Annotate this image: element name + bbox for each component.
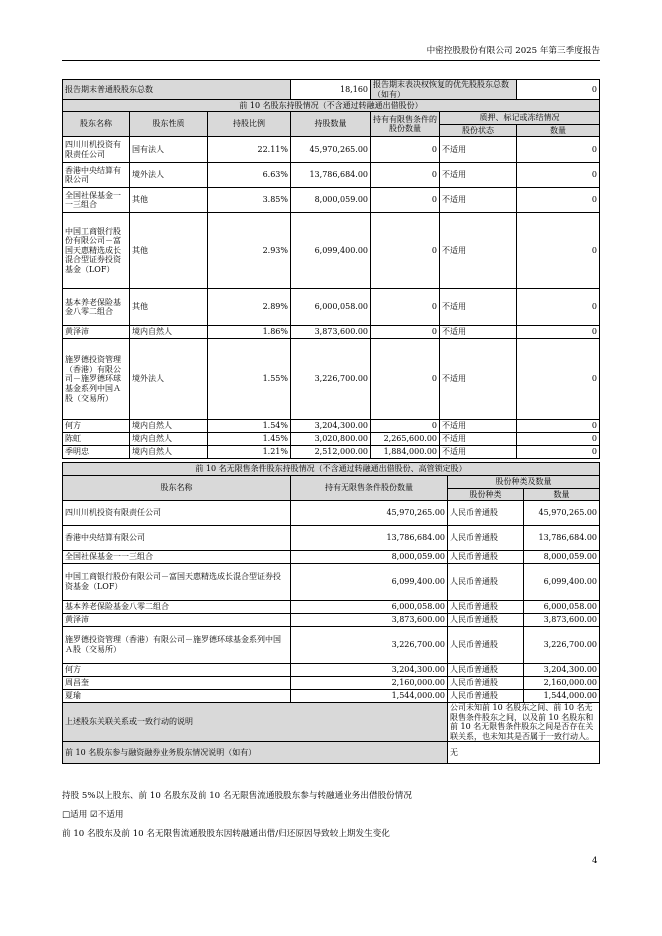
table-row bbox=[63, 326, 600, 339]
table-row bbox=[63, 188, 600, 213]
unrestricted-quantity: 2,160,000.00 bbox=[291, 677, 448, 690]
shareholder-nature: 其他 bbox=[130, 213, 208, 289]
margin-text: 无 bbox=[448, 742, 600, 764]
unrestricted-quantity: 3,873,600.00 bbox=[291, 614, 448, 627]
restricted-quantity: 1,884,000.00 bbox=[371, 446, 440, 459]
table-row bbox=[63, 433, 600, 446]
table-row bbox=[63, 137, 600, 163]
shareholder-name: 四川川机投资有限责任公司 bbox=[63, 501, 291, 526]
table-row bbox=[63, 614, 600, 627]
shareholder-name: 夏瑜 bbox=[63, 690, 291, 703]
col-header-type: 股份种类 bbox=[448, 489, 524, 501]
margin-label: 前 10 名股东参与融资融券业务股东情况说明（如有） bbox=[63, 742, 448, 764]
pledge-count: 0 bbox=[517, 289, 600, 326]
restricted-quantity: 0 bbox=[371, 420, 440, 433]
table-row bbox=[63, 690, 600, 703]
pref-label: 报告期末表决权恢复的优先股股东总数（如有） bbox=[371, 80, 517, 100]
col-header-name: 股东名称 bbox=[63, 476, 291, 501]
pledge-status: 不适用 bbox=[440, 326, 517, 339]
pledge-status: 不适用 bbox=[440, 137, 517, 163]
shareholder-nature: 国有法人 bbox=[130, 137, 208, 163]
unrestricted-quantity: 45,970,265.00 bbox=[291, 501, 448, 526]
unrestricted-shareholders-table bbox=[62, 462, 600, 764]
table-row bbox=[63, 501, 600, 526]
pledge-status: 不适用 bbox=[440, 446, 517, 459]
share-count: 6,000,058.00 bbox=[524, 601, 600, 614]
pledge-count: 0 bbox=[517, 326, 600, 339]
note-securities-lending: 持股 5%以上股东、前 10 名股东及前 10 名无限售流通股股东参与转融通业务出借股份情况 bbox=[62, 791, 412, 801]
share-type: 人民币普通股 bbox=[448, 664, 524, 677]
pledge-count: 0 bbox=[517, 433, 600, 446]
unrestricted-quantity: 1,544,000.00 bbox=[291, 690, 448, 703]
pledge-status: 不适用 bbox=[440, 188, 517, 213]
unrestricted-quantity: 13,786,684.00 bbox=[291, 526, 448, 551]
shareholder-name: 何方 bbox=[63, 420, 130, 433]
table-row bbox=[63, 446, 600, 459]
restricted-quantity: 0 bbox=[371, 163, 440, 188]
shareholder-name: 中国工商银行股份有限公司－富国天惠精选成长混合型证券投资基金（LOF） bbox=[63, 213, 130, 289]
shareholder-name: 全国社保基金一一三组合 bbox=[63, 188, 130, 213]
restricted-quantity: 0 bbox=[371, 339, 440, 420]
share-count: 3,226,700.00 bbox=[524, 627, 600, 664]
summary-row bbox=[63, 80, 600, 100]
table-row bbox=[63, 420, 600, 433]
unrestricted-quantity: 8,000,059.00 bbox=[291, 551, 448, 564]
shareholder-name: 中国工商银行股份有限公司－富国天惠精选成长混合型证券投资基金（LOF） bbox=[63, 564, 291, 601]
page-number: 4 bbox=[592, 856, 598, 866]
pledge-count: 0 bbox=[517, 446, 600, 459]
holding-ratio: 1.54% bbox=[208, 420, 291, 433]
restricted-quantity: 0 bbox=[371, 188, 440, 213]
holding-quantity: 45,970,265.00 bbox=[291, 137, 371, 163]
share-count: 3,204,300.00 bbox=[524, 664, 600, 677]
share-type: 人民币普通股 bbox=[448, 690, 524, 703]
pledge-count: 0 bbox=[517, 213, 600, 289]
table-row bbox=[63, 289, 600, 326]
restricted-quantity: 0 bbox=[371, 137, 440, 163]
shareholder-name: 全国社保基金一一三组合 bbox=[63, 551, 291, 564]
shareholder-name: 何方 bbox=[63, 664, 291, 677]
table-row bbox=[63, 664, 600, 677]
shareholder-nature: 其他 bbox=[130, 188, 208, 213]
margin-row bbox=[63, 742, 600, 764]
pledge-status: 不适用 bbox=[440, 433, 517, 446]
share-type: 人民币普通股 bbox=[448, 526, 524, 551]
page-header: 中密控股股份有限公司 2025 年第三季度报告 bbox=[426, 46, 600, 56]
shareholder-name: 施罗德投资管理（香港）有限公司－施罗德环球基金系列中国Ａ股（交易所） bbox=[63, 627, 291, 664]
holding-ratio: 1.21% bbox=[208, 446, 291, 459]
share-type: 人民币普通股 bbox=[448, 627, 524, 664]
holding-quantity: 6,000,058.00 bbox=[291, 289, 371, 326]
table-row bbox=[63, 526, 600, 551]
restricted-quantity: 0 bbox=[371, 213, 440, 289]
table-row bbox=[63, 627, 600, 664]
share-type: 人民币普通股 bbox=[448, 677, 524, 690]
shareholder-nature: 境内自然人 bbox=[130, 433, 208, 446]
table-row bbox=[63, 601, 600, 614]
holding-ratio: 1.86% bbox=[208, 326, 291, 339]
shareholder-name: 香港中央结算有限公司 bbox=[63, 163, 130, 188]
col-header-count: 数量 bbox=[517, 125, 600, 137]
col-header-ratio: 持股比例 bbox=[208, 112, 291, 137]
note-applicability: □适用 ☑不适用 bbox=[62, 810, 124, 820]
col-header-qty: 持股数量 bbox=[291, 112, 371, 137]
top10-shareholders-table bbox=[62, 79, 600, 459]
shareholder-name: 季明忠 bbox=[63, 446, 130, 459]
share-type: 人民币普通股 bbox=[448, 551, 524, 564]
table-row bbox=[63, 213, 600, 289]
shareholder-nature: 境内自然人 bbox=[130, 326, 208, 339]
summary-label: 报告期末普通股股东总数 bbox=[63, 80, 291, 100]
shareholder-nature: 境内自然人 bbox=[130, 420, 208, 433]
table-row bbox=[63, 551, 600, 564]
shareholder-nature: 其他 bbox=[130, 289, 208, 326]
holding-ratio: 6.63% bbox=[208, 163, 291, 188]
note-change: 前 10 名股东及前 10 名无限售流通股股东因转融通出借/归还原因导致较上期发生变化 bbox=[62, 829, 390, 839]
pledge-status: 不适用 bbox=[440, 420, 517, 433]
share-count: 2,160,000.00 bbox=[524, 677, 600, 690]
pledge-status: 不适用 bbox=[440, 289, 517, 326]
holding-quantity: 3,020,800.00 bbox=[291, 433, 371, 446]
pledge-status: 不适用 bbox=[440, 213, 517, 289]
share-count: 3,873,600.00 bbox=[524, 614, 600, 627]
holding-ratio: 2.89% bbox=[208, 289, 291, 326]
pledge-count: 0 bbox=[517, 420, 600, 433]
unrestricted-quantity: 6,099,400.00 bbox=[291, 564, 448, 601]
share-count: 6,099,400.00 bbox=[524, 564, 600, 601]
restricted-quantity: 0 bbox=[371, 289, 440, 326]
shareholder-nature: 境外法人 bbox=[130, 163, 208, 188]
holding-ratio: 22.11% bbox=[208, 137, 291, 163]
holding-quantity: 13,786,684.00 bbox=[291, 163, 371, 188]
pledge-count: 0 bbox=[517, 188, 600, 213]
holding-ratio: 2.93% bbox=[208, 213, 291, 289]
table-row bbox=[63, 564, 600, 601]
share-count: 13,786,684.00 bbox=[524, 526, 600, 551]
col-header-nature: 股东性质 bbox=[130, 112, 208, 137]
shareholder-name: 基本养老保险基金八零二组合 bbox=[63, 289, 130, 326]
unrestricted-quantity: 3,204,300.00 bbox=[291, 664, 448, 677]
shareholder-name: 周昌奎 bbox=[63, 677, 291, 690]
holding-ratio: 3.85% bbox=[208, 188, 291, 213]
col-header-qty: 持有无限售条件股份数量 bbox=[291, 476, 448, 501]
holding-quantity: 2,512,000.00 bbox=[291, 446, 371, 459]
shareholder-name: 黄泽沛 bbox=[63, 614, 291, 627]
shareholder-name: 施罗德投资管理（香港）有限公司－施罗德环球基金系列中国Ａ股（交易所） bbox=[63, 339, 130, 420]
col-header-pledge: 质押、标记或冻结情况 bbox=[440, 112, 600, 125]
col-header-restricted: 持有有限售条件的股份数量 bbox=[371, 112, 440, 137]
relation-text: 公司未知前 10 名股东之间、前 10 名无限售条件股东之间，以及前 10 名股东和前 10 名无限售条件股东之间是否存在关联关系，也未知其是否属于一致行动人。 bbox=[448, 703, 600, 742]
header-divider bbox=[62, 60, 600, 61]
share-count: 8,000,059.00 bbox=[524, 551, 600, 564]
shareholder-name: 香港中央结算有限公司 bbox=[63, 526, 291, 551]
table-row bbox=[63, 677, 600, 690]
share-type: 人民币普通股 bbox=[448, 564, 524, 601]
share-count: 1,544,000.00 bbox=[524, 690, 600, 703]
col-header-type-group: 股份种类及数量 bbox=[448, 476, 600, 489]
section-title: 前 10 名股东持股情况（不含通过转融通出借股份） bbox=[63, 100, 600, 112]
restricted-quantity: 0 bbox=[371, 326, 440, 339]
holding-quantity: 3,873,600.00 bbox=[291, 326, 371, 339]
col-header-count: 数量 bbox=[524, 489, 600, 501]
relation-row bbox=[63, 703, 600, 742]
holding-quantity: 3,204,300.00 bbox=[291, 420, 371, 433]
pref-value: 0 bbox=[517, 80, 600, 100]
table-row bbox=[63, 163, 600, 188]
shareholder-name: 陈虹 bbox=[63, 433, 130, 446]
pledge-count: 0 bbox=[517, 163, 600, 188]
unrestricted-quantity: 3,226,700.00 bbox=[291, 627, 448, 664]
pledge-status: 不适用 bbox=[440, 339, 517, 420]
holding-quantity: 6,099,400.00 bbox=[291, 213, 371, 289]
shareholder-name: 黄泽沛 bbox=[63, 326, 130, 339]
shareholder-nature: 境内自然人 bbox=[130, 446, 208, 459]
share-count: 45,970,265.00 bbox=[524, 501, 600, 526]
share-type: 人民币普通股 bbox=[448, 614, 524, 627]
col-header-status: 股份状态 bbox=[440, 125, 517, 137]
unrestricted-quantity: 6,000,058.00 bbox=[291, 601, 448, 614]
pledge-count: 0 bbox=[517, 137, 600, 163]
relation-label: 上述股东关联关系或一致行动的说明 bbox=[63, 703, 448, 742]
shareholder-nature: 境外法人 bbox=[130, 339, 208, 420]
holding-quantity: 8,000,059.00 bbox=[291, 188, 371, 213]
pledge-status: 不适用 bbox=[440, 163, 517, 188]
shareholder-name: 基本养老保险基金八零二组合 bbox=[63, 601, 291, 614]
holding-ratio: 1.45% bbox=[208, 433, 291, 446]
share-type: 人民币普通股 bbox=[448, 501, 524, 526]
summary-value: 18,160 bbox=[291, 80, 371, 100]
section-title: 前 10 名无限售条件股东持股情况（不含通过转融通出借股份、高管锁定股） bbox=[63, 463, 600, 476]
restricted-quantity: 2,265,600.00 bbox=[371, 433, 440, 446]
holding-quantity: 3,226,700.00 bbox=[291, 339, 371, 420]
shareholder-name: 四川川机投资有限责任公司 bbox=[63, 137, 130, 163]
table-row bbox=[63, 339, 600, 420]
holding-ratio: 1.55% bbox=[208, 339, 291, 420]
col-header-name: 股东名称 bbox=[63, 112, 130, 137]
pledge-count: 0 bbox=[517, 339, 600, 420]
share-type: 人民币普通股 bbox=[448, 601, 524, 614]
